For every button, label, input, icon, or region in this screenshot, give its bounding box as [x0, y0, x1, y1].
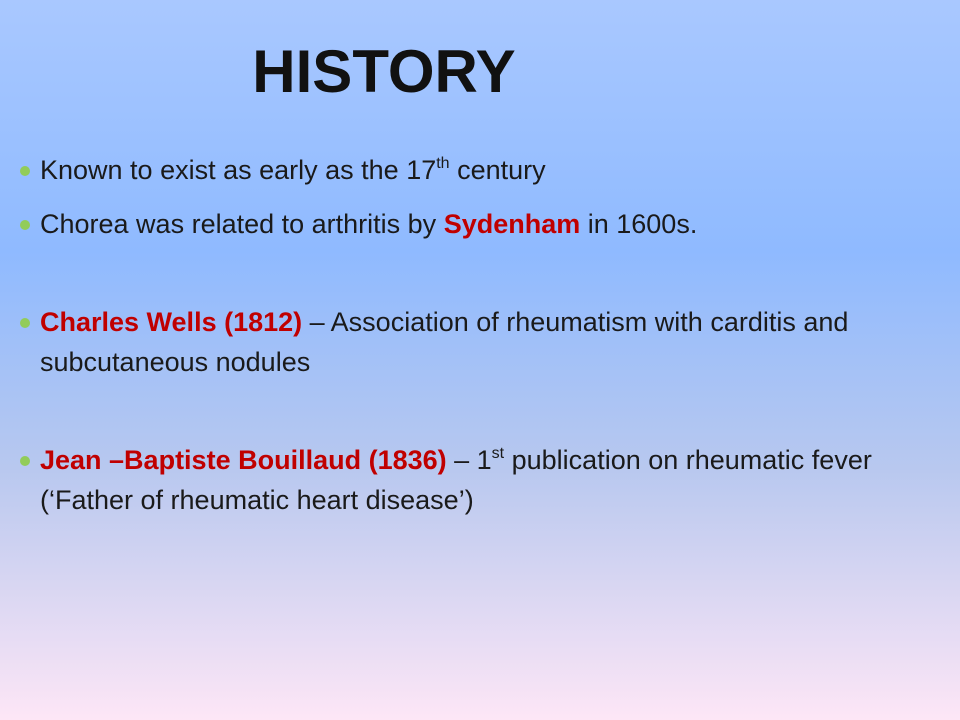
- bullet-item: [20, 204, 920, 244]
- slide-title: HISTORY: [252, 38, 516, 105]
- bullet-dot-icon: [20, 220, 30, 230]
- bullet-item: [20, 440, 920, 520]
- bullet-list: [20, 150, 920, 520]
- bullet-text: publication on rheumatic fever (‘Father of rheumatic heart disease’): [40, 445, 872, 515]
- bullet-dot-icon: [20, 456, 30, 466]
- bullet-item: [20, 150, 920, 190]
- highlight-name: Sydenham: [443, 209, 581, 239]
- bullet-dot-icon: [20, 166, 30, 176]
- highlight-name: Charles Wells (1812): [40, 307, 303, 337]
- superscript: th: [436, 155, 450, 172]
- bullet-text: Chorea was related to arthritis by: [40, 209, 444, 239]
- bullet-item: [20, 302, 920, 382]
- bullet-text: century: [449, 155, 546, 185]
- superscript: st: [491, 445, 505, 462]
- highlight-name: Jean –Baptiste Bouillaud (1836): [40, 445, 447, 475]
- bullet-text: in 1600s.: [580, 209, 698, 239]
- bullet-text: – 1: [446, 445, 492, 475]
- bullet-text: Known to exist as early as the 17: [40, 155, 437, 185]
- bullet-dot-icon: [20, 318, 30, 328]
- bullet-text: – Association of rheumatism with carditis and subcutaneous nodules: [40, 307, 849, 377]
